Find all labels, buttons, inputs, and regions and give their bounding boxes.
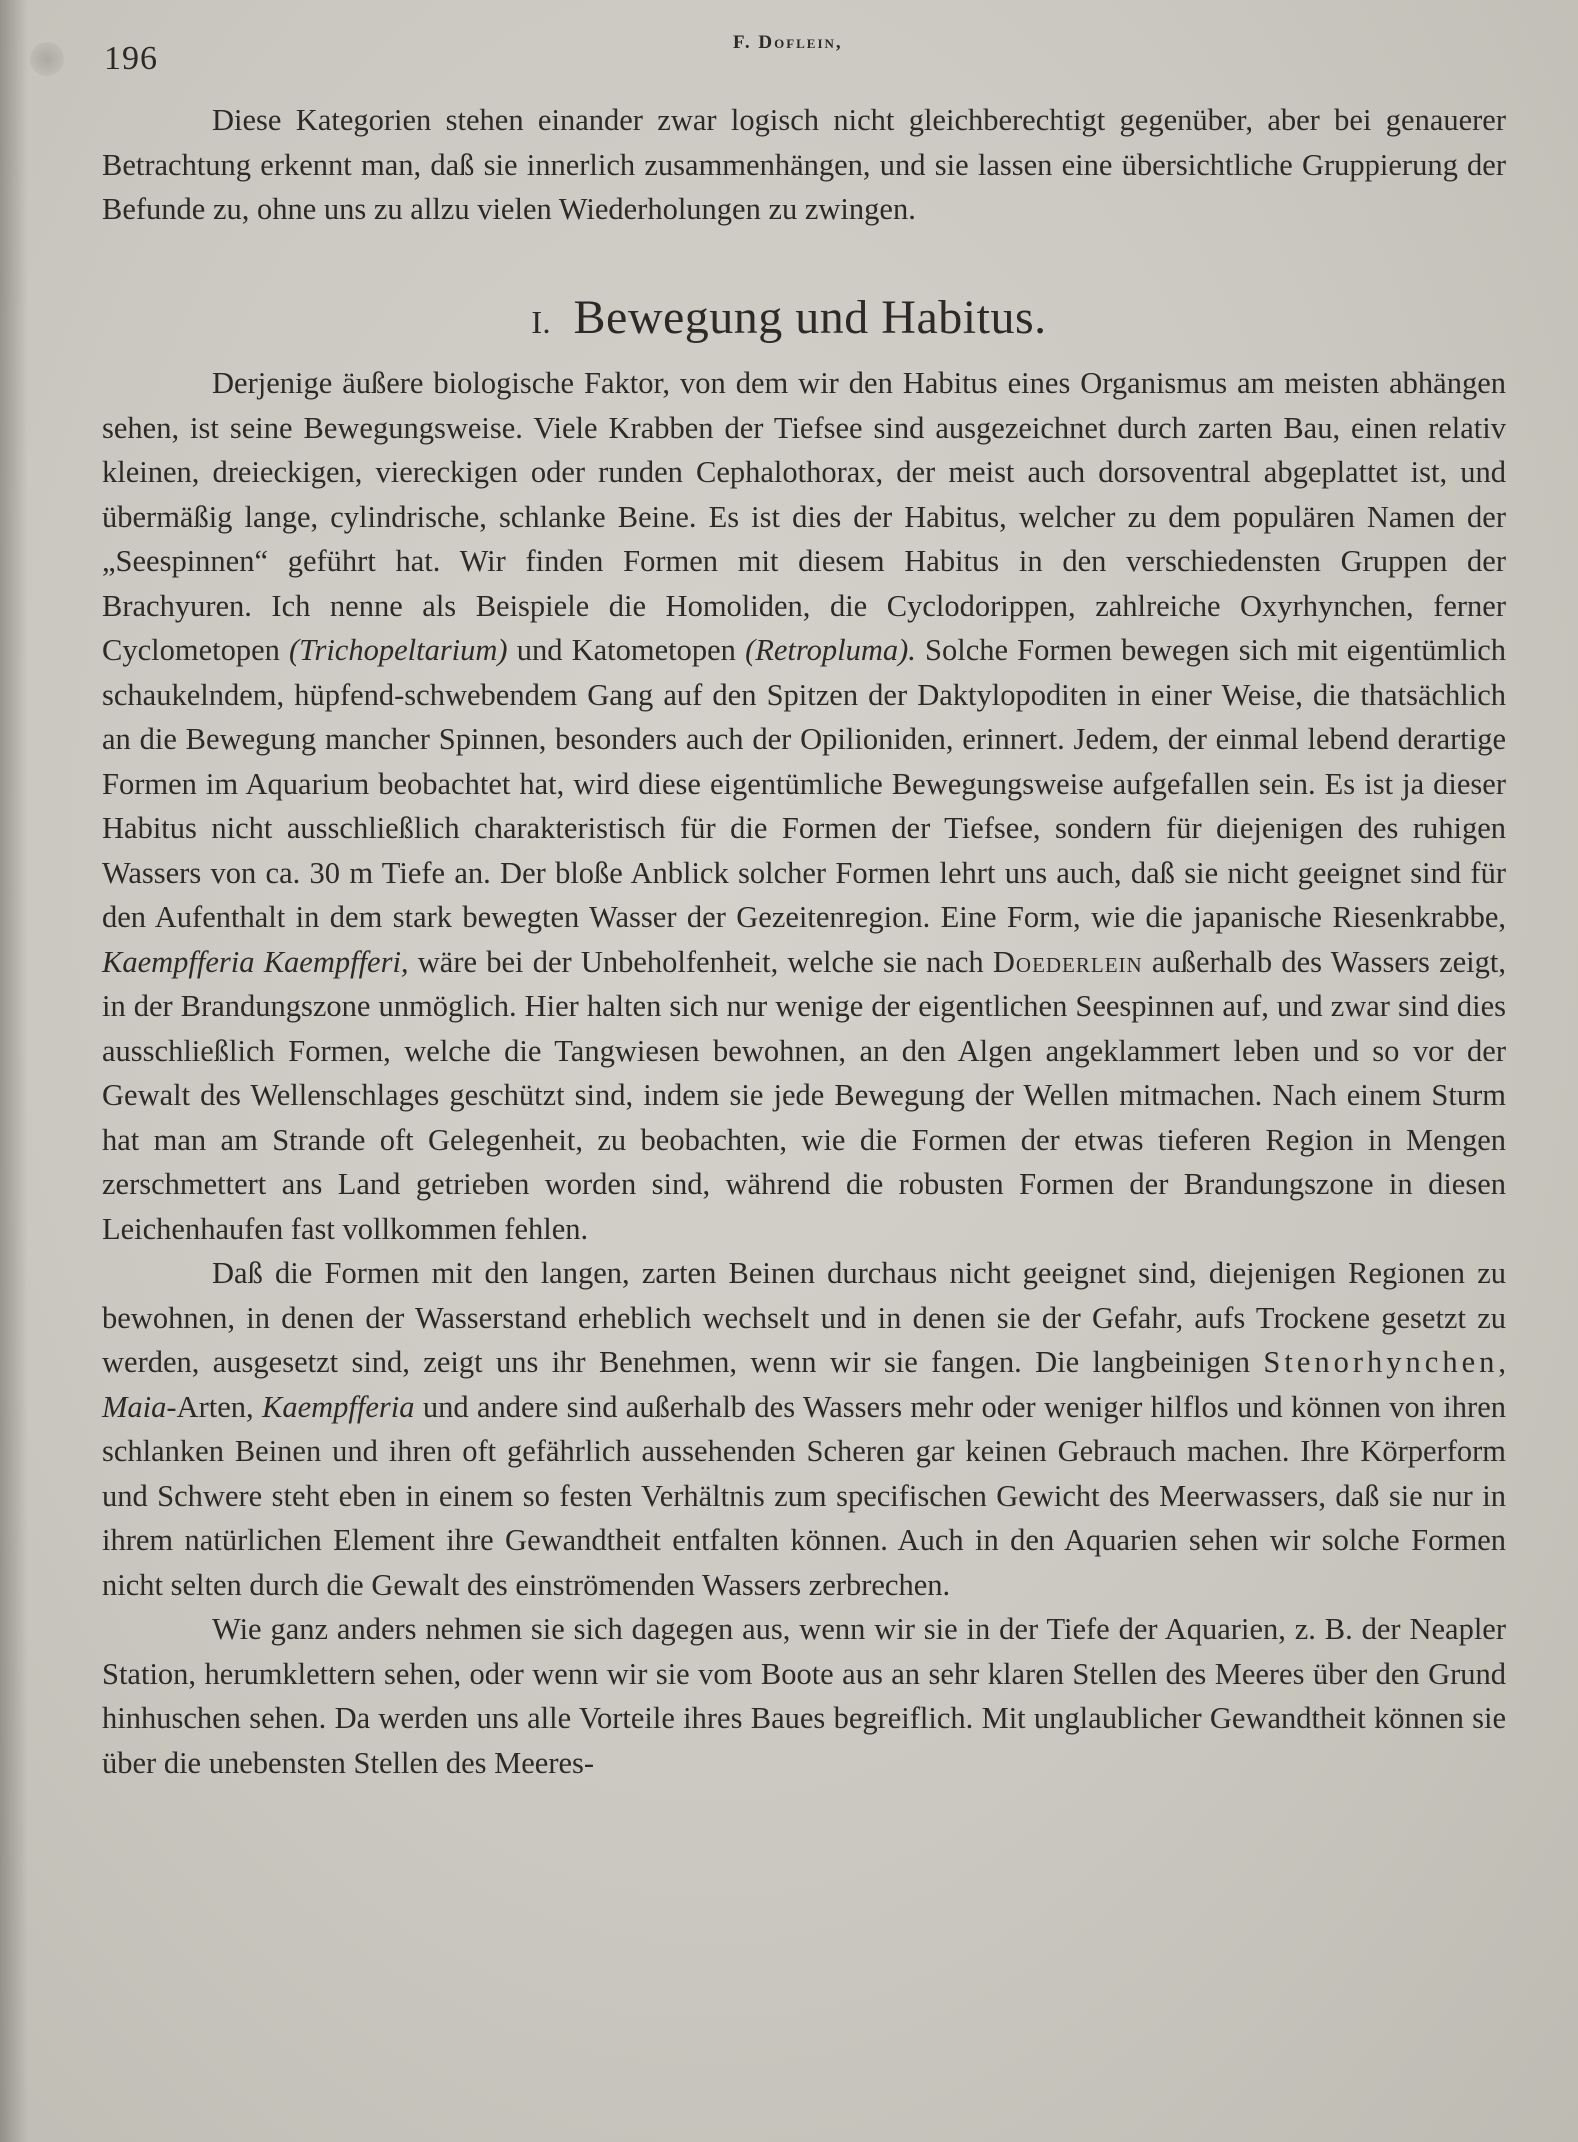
genus-name: (Retropluma). (745, 633, 916, 667)
author-name: Doederlein (992, 944, 1143, 979)
text-run: Solche Formen bewegen sich mit eigentümlich schaukelndem, hüpfend-schwebendem Gang auf den Spitzen der Daktylopoditen in einer Weise, die thatsächlich an die Bewegung mancher Spinnen, besonders auch der Opilioniden, erinnert. Jedem, der einmal lebend derartige Formen im Aquarium beobachtet hat, wird diese eigentümliche Bewegungsweise aufgefallen sein. Es ist ja dieser Habitus nicht ausschließlich charakteristisch für die Formen der Tiefsee, sondern für diejenigen des ruhigen Wassers von ca. 30 m Tiefe an. Der bloße Anblick solcher Formen lehrt uns auch, daß sie nicht geeignet sind für den Aufenthalt in dem stark bewegten Wasser der Gezeitenregion. Eine Form, wie die japanische Riesenkrabbe, (102, 633, 1506, 934)
paper-stain (30, 42, 64, 76)
text-run: , (1498, 1345, 1506, 1379)
intro-paragraph: Diese Kategorien stehen einander zwar logisch nicht gleichberechtigt gegenüber, aber bei genauerer Betrachtung erkennt man, daß sie innerlich zusammenhängen, und sie lassen eine übersichtliche Gruppierung der Befunde zu, ohne uns zu allzu vielen Wiederholungen zu zwingen. (102, 103, 1506, 226)
section-heading (0, 290, 1578, 345)
page-number: 196 (104, 40, 158, 77)
paragraph-3 (102, 1607, 1506, 1785)
text-run: außerhalb des Wassers zeigt, in der Brandungszone unmöglich. Hier halten sich nur wenige der eigentlichen Seespinnen auf, und zwar sind dies ausschließlich Formen, welche die Tangwiesen bewohnen, an den Algen angeklammert leben und so vor der Gewalt des Wellenschlages geschützt sind, indem sie jede Bewegung der Wellen mitmachen. Nach einem Sturm hat man am Strande oft Gelegenheit, zu beobachten, wie die Formen der etwas tieferen Region in Mengen zerschmettert ans Land getrieben worden sind, während die robusten Formen der Brandungszone in diesen Leichenhaufen fast vollkommen fehlen. (102, 944, 1506, 1246)
genus-name: Stenorhynchen (1263, 1345, 1499, 1379)
genus-name: (Trichopeltarium) (289, 633, 508, 667)
genus-name: Kaempfferia (261, 1389, 415, 1424)
text-run: und andere sind außerhalb des Wassers mehr oder weniger hilflos und können von ihren schlanken Beinen und ihren oft gefährlich aussehenden Scheren gar keinen Gebrauch machen. Ihre Körperform und Schwere steht eben in einem so festen Verhältnis zum specifischen Gewicht des Meerwassers, daß sie nur in ihrem natürlichen Element ihre Gewandtheit entfalten können. Auch in den Aquarien sehen wir solche Formen nicht selten durch die Gewalt des einströmenden Wassers zerbrechen. (102, 1389, 1506, 1602)
text-run: Derjenige äußere biologische Faktor, von dem wir den Habitus eines Organismus am meisten abhängen sehen, ist seine Bewegungsweise. Viele Krabben der Tiefsee sind ausgezeichnet durch zarten Bau, einen relativ kleinen, dreieckigen, viereckigen oder runden Cephalothorax, der meist auch dorsoventral abgeplattet ist, und übermäßig lange, cylindrische, schlanke Beine. Es ist dies der Habitus, welcher zu dem populären Namen der „Seespinnen“ geführt hat. Wir finden Formen mit diesem Habitus in den verschiedensten Gruppen der Brachyuren. Ich nenne als Beispiele die Homoliden, die Cyclodorippen, zahlreiche Oxyrhynchen, ferner Cyclometopen (102, 366, 1506, 667)
species-name: Kaempfferia Kaempfferi, (102, 944, 409, 979)
genus-name: Maia (102, 1389, 167, 1424)
running-head: F. Doflein, (733, 32, 843, 53)
text-run: Daß die Formen mit den langen, zarten Beinen durchaus nicht geeignet sind, diejenigen Regionen zu bewohnen, in denen der Wasserstand erheblich wechselt und in denen sie der Gefahr, aufs Trockene gesetzt zu werden, ausgesetzt sind, zeigt uns ihr Benehmen, wenn wir sie fangen. Die langbeinigen (102, 1256, 1506, 1379)
section-title: Bewegung und Habitus. (573, 291, 1047, 344)
text-run: -Arten, (166, 1389, 262, 1424)
section-number: I. (531, 304, 552, 340)
text-run: wäre bei der Unbeholfenheit, welche sie nach (408, 944, 993, 979)
paragraph-1 (102, 361, 1506, 1251)
text-run: und Katometopen (507, 633, 746, 667)
text-run: Wie ganz anders nehmen sie sich dagegen aus, wenn wir sie in der Tiefe der Aquarien, z. B. der Neapler Station, herumklettern sehen, oder wenn wir sie vom Boote aus an sehr klaren Stellen des Meeres über den Grund hinhuschen sehen. Da werden uns alle Vorteile ihres Baues begreiflich. Mit unglaublicher Gewandtheit können sie über die unebensten Stellen des Meeres- (102, 1612, 1506, 1780)
intro-paragraph-block (102, 98, 1506, 232)
body-text (102, 361, 1506, 1785)
paragraph-2 (102, 1251, 1506, 1607)
